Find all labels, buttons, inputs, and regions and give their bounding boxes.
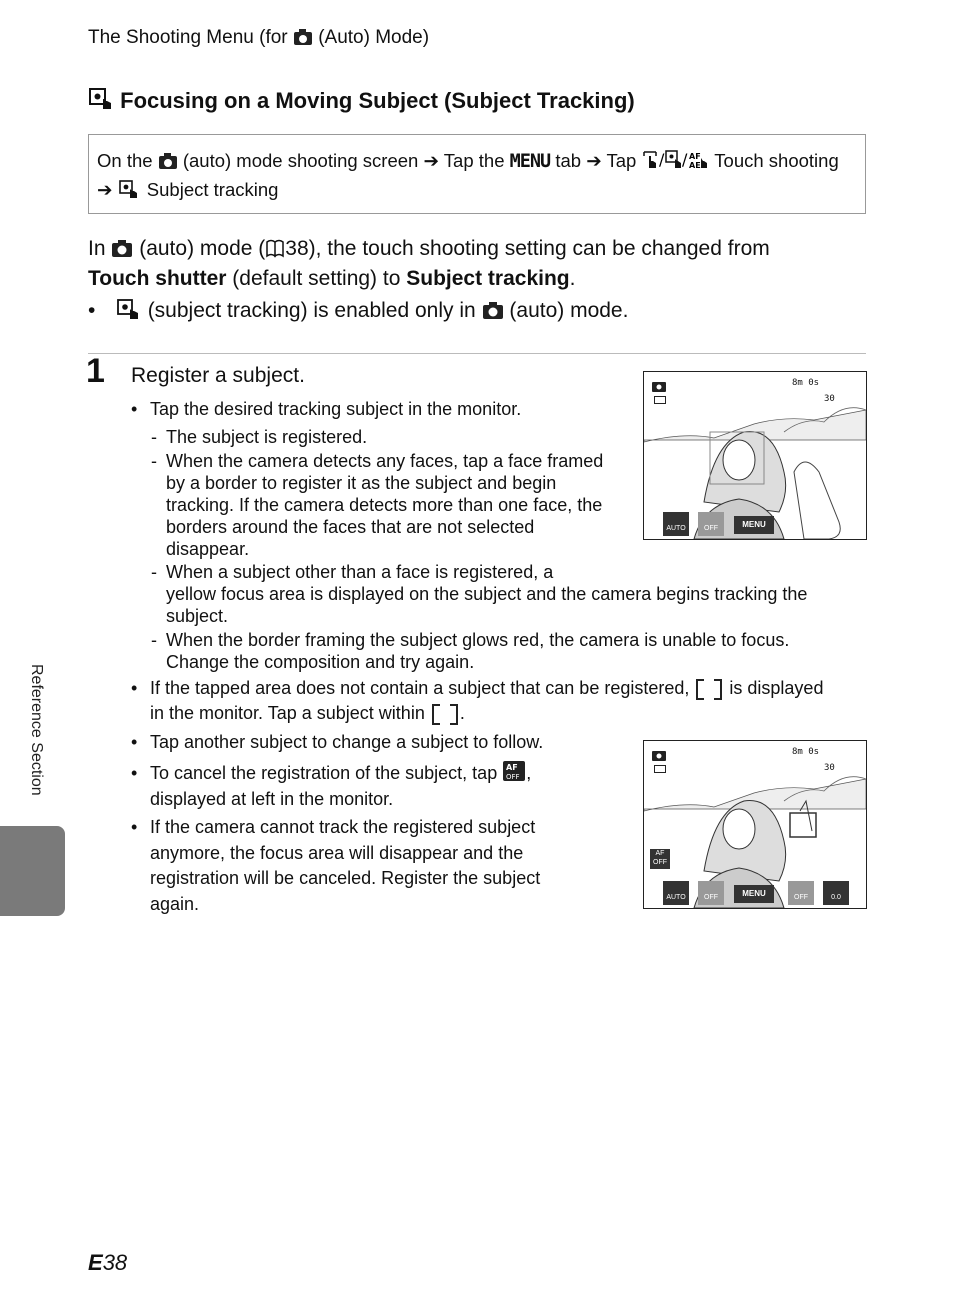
nav-text: Tap [606,150,637,171]
nav-text: Subject tracking [146,179,279,200]
camera-mode-icon [652,749,666,761]
section-title-text: Focusing on a Moving Subject (Subject Tracking) [120,88,635,113]
bullet-text: To cancel the registration of the subject, tap [150,763,498,783]
bullet-text: . [459,703,465,723]
running-header-text-2: (Auto) Mode) [318,27,430,48]
bullet-text: displayed at left in the monitor. [150,789,394,809]
af-off-label: OFF [653,859,667,866]
bullet-text: If the tapped area does not contain a subject that can be registered, [150,678,690,698]
exposure-comp-button[interactable]: 0.0 [823,881,849,905]
camera-monitor-illustration-1 [643,371,867,540]
dash-mark: - [151,630,157,650]
nav-text: Touch shooting [714,150,839,171]
camera-auto-icon [293,28,313,46]
intro-paragraph [88,234,868,294]
bullet-dot: • [131,678,138,698]
bullet-text: (auto) mode. [509,299,629,322]
nav-text: (auto) mode shooting screen [182,150,419,171]
af-off-button[interactable] [650,849,670,869]
menu-tab-icon: MENU [509,151,551,172]
bullet-dot: • [131,399,138,419]
page-number-prefix: E [88,1250,103,1275]
divider [88,353,866,354]
nav-text: Tap the [443,150,505,171]
bullet-text: (subject tracking) is enabled only in [147,299,476,322]
camera-auto-icon [111,238,133,258]
svg-text:AF: AF [689,152,702,161]
section-title [88,87,635,114]
subject-tracking-term: Subject tracking [406,267,570,290]
bullet-dot: • [131,732,138,752]
intro-text: In [88,237,106,260]
section-tab-label: Reference Section [28,664,45,796]
svg-text:OFF: OFF [506,773,520,781]
camera-monitor-illustration-2 [643,740,867,909]
focus-bracket-icon [694,679,724,697]
menu-button[interactable]: MENU [734,885,774,903]
navigation-path-box [88,134,866,214]
dash-mark: - [151,427,157,447]
macro-off-button[interactable]: OFF [788,881,814,905]
nav-text: On the [97,150,153,171]
arrow-icon: ➔ [97,179,113,200]
svg-text:AE: AE [689,161,702,170]
intro-text: (default setting) to [232,267,401,290]
bullet-text: Tap the desired tracking subject in the monitor. [150,399,522,419]
flash-auto-button[interactable]: AUTO [663,881,689,905]
focus-bracket-icon [430,704,460,722]
bullet-dot: • [88,299,96,322]
af-off-icon [502,760,526,782]
arrow-icon: ➔ [586,150,602,171]
step-number: 1 [86,352,105,390]
section-tab [0,826,65,916]
book-reference-icon [265,238,285,258]
exposure-counter: 30 [824,394,835,404]
subject-tracking-icon [116,298,142,320]
bullet-dot: • [131,763,138,783]
running-header-text: The Shooting Menu (for [88,27,288,48]
svg-text:/: / [659,150,665,169]
menu-button[interactable]: MENU [734,516,774,534]
intro-text: ), the touch shooting setting can be changed from [308,237,770,260]
dash-mark: - [151,451,157,471]
flash-auto-button[interactable]: AUTO [663,512,689,536]
bullet-text: is displayed [729,678,824,698]
battery-icon [654,396,666,404]
intro-text: (auto) mode ( [139,237,266,260]
page-number-value: 38 [102,1250,128,1275]
page-number [88,1250,127,1276]
dash-text: When the camera detects any faces, tap a face framed by a border to register it as the subject and begin tracking. If the camera detects more than one face, the borders around the faces that are not selected disappear. [166,451,604,559]
bullet-text: in the monitor. Tap a subject within [150,703,425,723]
camera-auto-icon [482,300,504,320]
dash-text: The subject is registered. [166,427,368,447]
camera-mode-icon [652,380,666,392]
svg-text:AF: AF [506,763,518,772]
battery-icon [654,765,666,773]
exposure-counter: 30 [824,763,835,773]
bullet-dot: • [131,817,138,837]
self-timer-off-button[interactable]: OFF [698,512,724,536]
bullet-text: , [526,763,532,783]
arrow-icon: ➔ [423,150,439,171]
dash-mark: - [151,562,157,582]
touch-shutter-term: Touch shutter [88,267,227,290]
remaining-time: 8m 0s [792,747,820,757]
bullet-text: Tap another subject to change a subject to follow. [150,732,544,752]
self-timer-off-button[interactable]: OFF [698,881,724,905]
af-off-label: AF [655,850,665,857]
step-title: Register a subject. [131,364,305,387]
bullet-item [88,296,868,326]
intro-text: . [569,267,576,290]
svg-text:/: / [682,150,688,169]
dash-text: When the border framing the subject glows red, the camera is unable to focus. Change the composition and try again. [166,630,790,672]
running-header [88,27,429,49]
dash-text: yellow focus area is displayed on the subject and the camera begins tracking the subject. [166,584,808,626]
nav-text: tab [555,150,582,171]
touch-shooting-icons [641,148,709,170]
camera-auto-icon [158,152,178,170]
subject-tracking-icon [88,87,114,111]
subject-tracking-icon [118,179,142,199]
page-reference: 38 [285,237,309,260]
dash-text: When a subject other than a face is registered, a [166,562,554,582]
bullet-text: If the camera cannot track the registered subject anymore, the focus area will disappear and the registration will be canceled. Register the subject again. [150,817,541,914]
remaining-time: 8m 0s [792,378,820,388]
